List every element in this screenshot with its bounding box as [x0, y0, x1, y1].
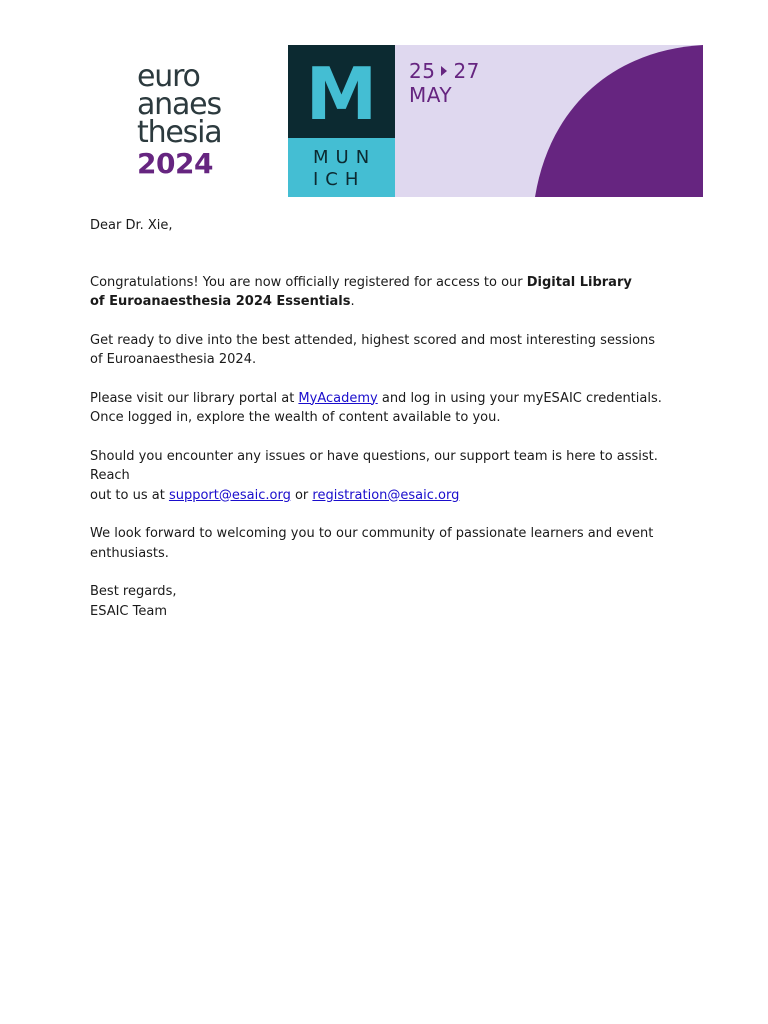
paragraph-sessions: [90, 331, 690, 370]
logo-word-1: euro: [137, 59, 200, 94]
registration-text: Congratulations! You are now officially registered for access to our: [90, 274, 527, 290]
myacademy-link[interactable]: MyAcademy: [298, 390, 378, 406]
euroanaesthesia-logo: [137, 59, 287, 180]
event-dates: [409, 59, 480, 107]
paragraph-portal-line-1: [90, 389, 690, 409]
paragraph-registration: [90, 273, 690, 312]
registration-email-link[interactable]: registration@esaic.org: [312, 487, 460, 503]
letter-body: [90, 216, 690, 621]
portal-text-start: Please visit our library portal at: [90, 390, 299, 406]
city-name-line-2: ICH: [313, 169, 366, 190]
triangle-right-icon: [441, 66, 447, 76]
date-panel: [395, 45, 703, 197]
paragraph-welcome-line-1: We look forward to welcoming you to our community of passionate learners and event: [90, 526, 654, 541]
paragraph-registration-line-1: [90, 273, 690, 293]
logo-year: 2024: [137, 147, 213, 180]
munich-m-block: [288, 45, 395, 138]
paragraph-portal: [90, 389, 690, 428]
logo-word-2: anaes: [137, 87, 221, 122]
logo-word-3: thesia: [137, 115, 222, 150]
signoff-team: ESAIC Team: [90, 603, 168, 619]
support-text-start: out to us at: [90, 487, 169, 503]
paragraph-support: [90, 447, 690, 506]
city-name-line-1: MUN: [313, 147, 377, 168]
paragraph-welcome-line-2: enthusiasts.: [90, 545, 169, 561]
paragraph-portal-line-2: Once logged in, explore the wealth of content available to you.: [90, 410, 501, 425]
paragraph-sessions-line-1: Get ready to dive into the best attended, highest scored and most interesting sessions: [90, 332, 656, 348]
paragraph-support-line-1: Should you encounter any issues or have questions, our support team is here to assist. Reach: [90, 448, 658, 483]
support-text-or: or: [290, 487, 313, 503]
signoff-regards: Best regards,: [90, 584, 177, 599]
paragraph-sessions-line-2: of Euroanaesthesia 2024.: [90, 352, 257, 367]
munich-m-letter: M: [305, 51, 378, 136]
date-start: 25: [409, 59, 436, 83]
event-banner: [90, 45, 703, 197]
munich-city-block: [288, 138, 395, 197]
portal-text-end: and log in using your myESAIC credentials.: [377, 390, 662, 406]
support-email-link[interactable]: support@esaic.org: [168, 487, 291, 503]
date-month: MAY: [409, 83, 453, 107]
paragraph-welcome: [90, 524, 690, 563]
digital-library-name-part-2: of Euroanaesthesia 2024 Essentials: [90, 294, 351, 309]
paragraph-support-line-2: [90, 486, 690, 506]
signoff: [90, 582, 690, 621]
greeting: Dear Dr. Xie,: [90, 218, 173, 233]
digital-library-name-part-1: Digital Library: [526, 274, 632, 290]
date-end: 27: [453, 59, 480, 83]
paragraph-registration-line-2: [90, 292, 690, 312]
registration-period: .: [350, 294, 355, 309]
